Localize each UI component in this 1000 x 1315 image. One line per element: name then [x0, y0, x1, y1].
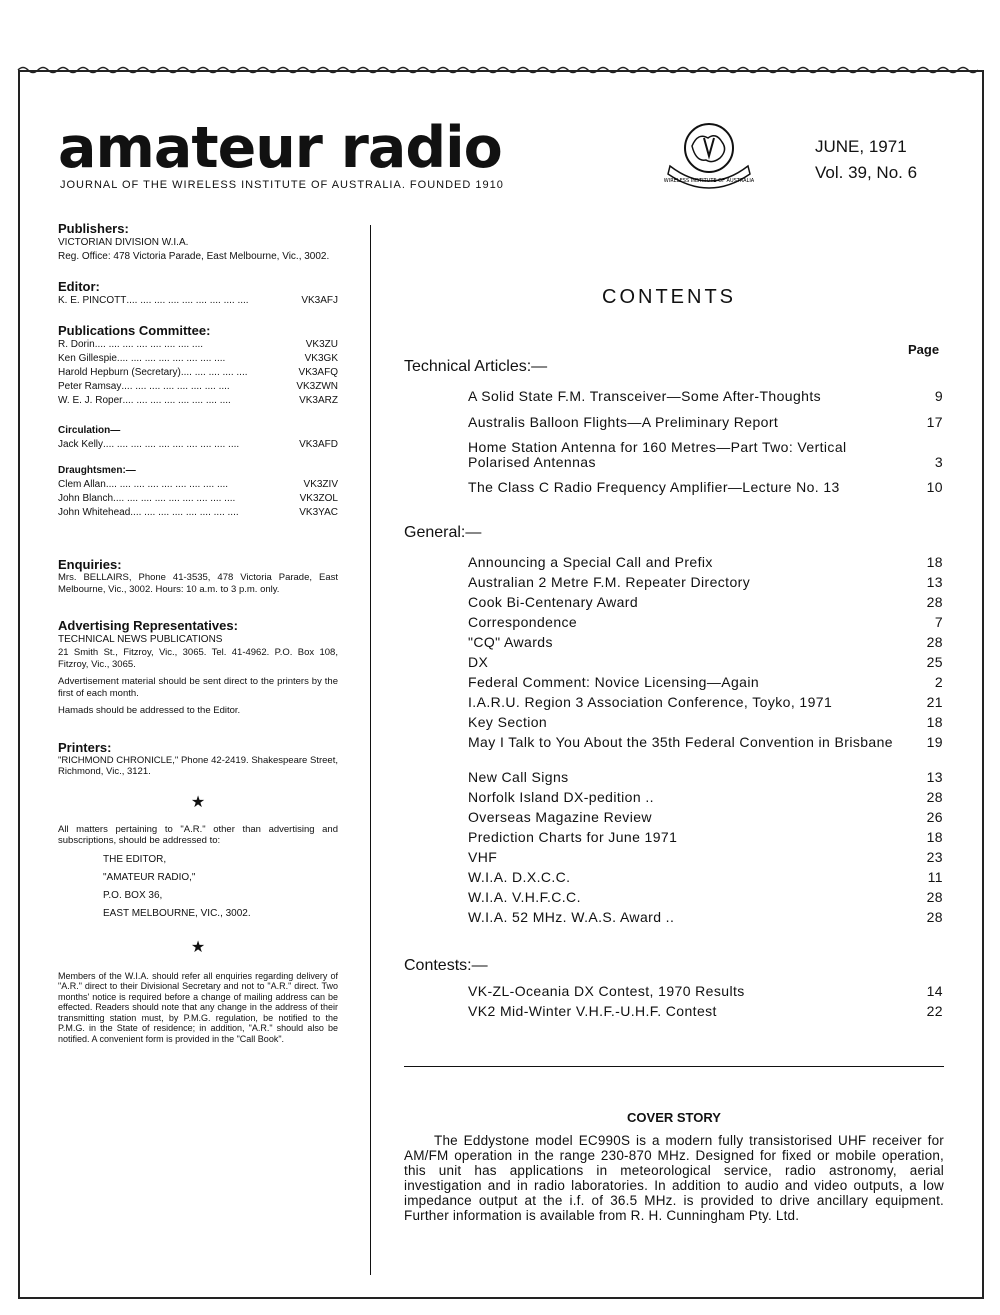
toc-entry[interactable]: Federal Comment: Novice Licensing—Again 2 [468, 674, 943, 690]
printers-heading: Printers: [58, 739, 112, 755]
publishers-heading: Publishers: [58, 221, 129, 236]
editor-address: THE EDITOR, "AMATEUR RADIO," P.O. BOX 36, EAST MELBOURNE, VIC., 3002. [103, 853, 251, 919]
advertising-note: Advertisement material should be sent direct to the printers by the first of each month. [58, 676, 338, 699]
pubcomm-heading: Publications Committee: [58, 323, 211, 338]
toc-entry[interactable]: DX 25 [468, 654, 943, 670]
editor-row: K. E. PINCOTT .... .... .... .... .... .... .... .... .... VK3AFJ [58, 295, 338, 306]
cover-story-text: The Eddystone model EC990S is a modern fully transistorised UHF receiver for AM/FM operation in the range 230-870 MHz. Designed for fixed or mobile operation, this unit has applications in meteorological service, radio astronomy, aerial investigation and in radio laboratories. In addition to audio and video outputs, a low impedance output at the i.f. of 36.5 MHz. is provided to drive ancillary equipment. Further information is available from R. H. Cunningham Pty. Ltd. [404, 1133, 944, 1223]
draughtsmen-heading: Draughtsmen:— [58, 465, 136, 476]
toc-entry[interactable]: W.I.A. 52 MHz. W.A.S. Award .. 28 [468, 909, 943, 925]
pubcomm-row: Ken Gillespie .... .... .... .... .... .... .... .... VK3GK [58, 353, 338, 364]
technical-heading: Technical Articles:— [404, 358, 548, 375]
issue-date: JUNE, 1971 [815, 137, 907, 156]
contents-title: CONTENTS [602, 286, 736, 308]
enquiries-text: Mrs. BELLAIRS, Phone 41-3535, 478 Victoria Parade, East Melbourne, Vic., 3002. Hours: 10 a.m. to 3 p.m. only. [58, 572, 338, 595]
toc-entry[interactable]: Norfolk Island DX-pedition .. 28 [468, 789, 943, 805]
cover-story-heading: COVER STORY [627, 1110, 721, 1125]
issue-info [815, 134, 917, 186]
members-text: Members of the W.I.A. should refer all enquiries regarding delivery of "A.R." direct to their Divisional Secretary and not to "A.R." direct. Two months' notice is required before a change of mailing address can be effected. Readers should note that any change in the address of their transmitting station must, by P.M.G. regulation, be notified to the P.M.G. in the State of residence; in addition, "A.R." should also be notified. A convenient form is provided in the "Call Book". [58, 970, 338, 1044]
toc-entry[interactable]: Key Section 18 [468, 714, 943, 730]
toc-entry[interactable]: VK2 Mid-Winter V.H.F.-U.H.F. Contest 22 [468, 1003, 943, 1019]
toc-entry[interactable]: Announcing a Special Call and Prefix 18 [468, 554, 943, 570]
column-divider [370, 225, 371, 1275]
toc-entry[interactable]: W.I.A. V.H.F.C.C. 28 [468, 889, 943, 905]
toc-entry[interactable]: VHF 23 [468, 849, 943, 865]
toc-entry[interactable]: Australis Balloon Flights—A Preliminary Report 17 [468, 414, 943, 430]
toc-entry[interactable]: Correspondence 7 [468, 614, 943, 630]
general-heading: General:— [404, 524, 482, 541]
journal-subtitle: JOURNAL OF THE WIRELESS INSTITUTE OF AUSTRALIA. FOUNDED 1910 [60, 179, 504, 191]
pubcomm-row: Peter Ramsay .... .... .... .... .... .... .... .... VK3ZWN [58, 381, 338, 392]
toc-entry[interactable]: VK-ZL-Oceania DX Contest, 1970 Results 14 [468, 983, 943, 999]
svg-text:WIRELESS INSTITUTE OF AUSTRALI: WIRELESS INSTITUTE OF AUSTRALIA [664, 178, 754, 184]
pubcomm-row: W. E. J. Roper .... .... .... .... .... .... .... .... VK3ARZ [58, 395, 338, 406]
toc-entry[interactable]: Australian 2 Metre F.M. Repeater Directory 13 [468, 574, 943, 590]
hamads-note: Hamads should be addressed to the Editor. [58, 705, 241, 716]
toc-entry[interactable]: Home Station Antenna for 160 Metres—Part Two: Vertical Polarised Antennas 3 [468, 439, 943, 470]
draughtsmen-row: Clem Allan .... .... .... .... .... .... .... .... .... VK3ZIV [58, 479, 338, 490]
toc-entry[interactable]: A Solid State F.M. Transceiver—Some After-Thoughts 9 [468, 388, 943, 404]
advertising-address: 21 Smith St., Fitzroy, Vic., 3065. Tel. 41-4962. P.O. Box 108, Fitzroy, Vic., 3065. [58, 647, 338, 670]
advertising-company: TECHNICAL NEWS PUBLICATIONS [58, 634, 223, 645]
toc-entry[interactable]: W.I.A. D.X.C.C. 11 [468, 869, 943, 885]
wia-emblem-icon [664, 118, 754, 198]
pubcomm-row: Harold Hepburn (Secretary) .... .... .... .... .... VK3AFQ [58, 367, 338, 378]
star-divider: ★ [190, 938, 206, 956]
toc-entry[interactable]: Cook Bi-Centenary Award 28 [468, 594, 943, 610]
enquiries-heading: Enquiries: [58, 557, 122, 572]
toc-entry[interactable]: May I Talk to You About the 35th Federal Convention in Brisbane 19 [468, 734, 943, 750]
advertising-heading: Advertising Representatives: [58, 618, 238, 633]
issue-volume: Vol. 39, No. 6 [815, 163, 918, 182]
circulation-heading: Circulation— [58, 425, 121, 436]
pubcomm-row: R. Dorin .... .... .... .... .... .... .... .... VK3ZU [58, 339, 338, 350]
printers-text: "RICHMOND CHRONICLE," Phone 42-2419. Shakespeare Street, Richmond, Vic., 3121. [58, 754, 338, 777]
matters-text: All matters pertaining to "A.R." other than advertising and subscriptions, should be addressed to: [58, 823, 338, 846]
publishers-name: VICTORIAN DIVISION W.I.A. [58, 237, 189, 248]
masthead-credits [58, 222, 338, 1044]
section-divider [404, 1066, 944, 1067]
draughtsmen-row: John Whitehead .... .... .... .... .... .... .... .... VK3YAC [58, 507, 338, 518]
circulation-row: Jack Kelly .... .... .... .... .... .... .... .... .... .... VK3AFD [58, 439, 338, 450]
editor-heading: Editor: [58, 279, 100, 294]
toc-entry[interactable]: New Call Signs 13 [468, 769, 943, 785]
toc-entry[interactable]: Overseas Magazine Review 26 [468, 809, 943, 825]
contests-heading: Contests:— [404, 957, 488, 974]
toc-entry[interactable]: Prediction Charts for June 1971 18 [468, 829, 943, 845]
publishers-office: Reg. Office: 478 Victoria Parade, East Melbourne, Vic., 3002. [58, 251, 330, 262]
page-column-label: Page [908, 342, 940, 357]
toc-entry[interactable]: I.A.R.U. Region 3 Association Conference, Toyko, 1971 21 [468, 694, 943, 710]
toc-entry[interactable]: The Class C Radio Frequency Amplifier—Lecture No. 13 10 [468, 479, 943, 495]
toc-entry[interactable]: "CQ" Awards 28 [468, 634, 943, 650]
star-divider: ★ [190, 793, 206, 811]
draughtsmen-row: John Blanch .... .... .... .... .... .... .... .... .... VK3ZOL [58, 493, 338, 504]
masthead-title: amateur radio [58, 115, 502, 181]
